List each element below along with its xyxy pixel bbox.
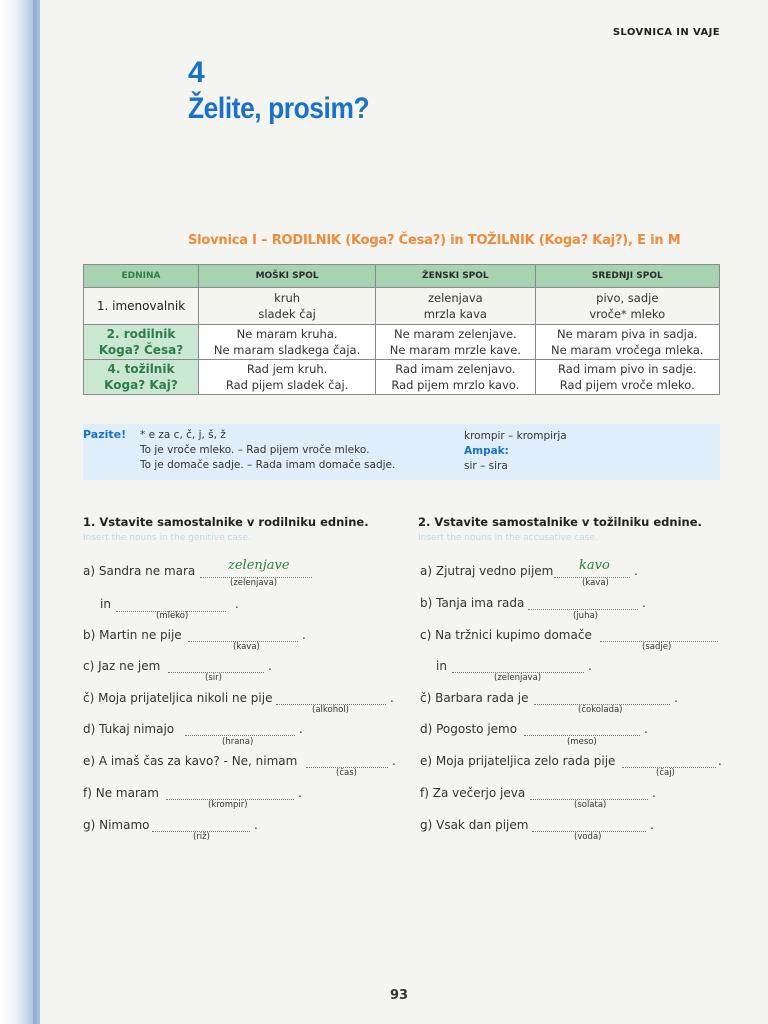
- cell-line: Ne maram zelenjave.: [394, 327, 517, 341]
- exercise-item: a) Zjutraj vedno pijem: [420, 564, 554, 578]
- note-label: Pazite!: [83, 428, 127, 441]
- cell-moski: [199, 360, 376, 395]
- row-label-tozilnik: [84, 360, 199, 395]
- exercise-item: d) Pogosto jemo: [420, 722, 518, 736]
- handwritten-answer: kavo: [579, 558, 610, 573]
- cell-line: Ne maram piva in sadja.: [556, 327, 698, 341]
- period: .: [235, 597, 239, 611]
- chapter-title: Želite, prosim?: [188, 92, 370, 125]
- hint-word: (krompir): [208, 800, 248, 810]
- exercise-2-title: 2. Vstavite samostalnike v tožilniku ednine.: [418, 515, 702, 529]
- exercise-item: f) Za večerjo jeva: [420, 786, 526, 800]
- page-number: 93: [390, 988, 409, 1003]
- col-header-moski: MOŠKI SPOL: [199, 265, 376, 288]
- cell-line: vroče* mleko: [589, 307, 666, 321]
- period: .: [268, 659, 272, 673]
- period: .: [634, 564, 638, 578]
- note-line: To je vroče mleko. – Rad pijem vroče mleko.: [140, 444, 370, 456]
- col-header-srednji: SREDNJI SPOL: [535, 265, 719, 288]
- period: .: [644, 722, 648, 736]
- exercise-item: b) Martin ne pije: [83, 628, 182, 642]
- row-label-line: 4. tožilnik: [107, 362, 175, 376]
- col-header-zenski: ŽENSKI SPOL: [376, 265, 535, 288]
- cell-srednji: [535, 288, 719, 325]
- exercise-item: č) Moja prijateljica nikoli ne pije: [83, 691, 273, 705]
- hint-word: (kava): [582, 578, 609, 588]
- cell-moski: [199, 288, 376, 325]
- exercise-item: c) Na tržnici kupimo domače: [420, 628, 592, 642]
- cell-line: mrzla kava: [423, 307, 487, 321]
- exercise-item: e) A imaš čas za kavo? - Ne, nimam: [83, 754, 298, 768]
- hint-word: (solata): [574, 800, 607, 810]
- cell-line: Rad imam pivo in sadje.: [558, 362, 697, 376]
- cell-line: Ne maram vročega mleka.: [550, 343, 704, 357]
- period: .: [254, 818, 258, 832]
- row-label-line: Koga? Kaj?: [104, 378, 178, 392]
- hint-word: (riž): [193, 832, 210, 842]
- cell-line: Rad pijem vroče mleko.: [559, 378, 695, 392]
- col-header-ednina: EDNINA: [84, 265, 199, 288]
- cell-zenski: [376, 325, 535, 360]
- period: .: [718, 754, 722, 768]
- hint-word: (alkohol): [312, 705, 349, 715]
- cell-line: sladek čaj: [258, 307, 316, 321]
- table-row: [84, 288, 720, 325]
- cell-line: pivo, sadje: [596, 291, 659, 305]
- exercise-item: c) Jaz ne jem: [83, 659, 161, 673]
- cell-moski: [199, 325, 376, 360]
- period: .: [588, 659, 592, 673]
- exercise-item: in: [100, 597, 111, 611]
- cell-line: Rad jem kruh.: [246, 362, 328, 376]
- period: .: [390, 691, 394, 705]
- hint-word: (sadje): [642, 642, 672, 652]
- period: .: [652, 786, 656, 800]
- exercise-item: in: [436, 659, 447, 673]
- answer-blank[interactable]: [185, 734, 295, 736]
- section-title: Slovnica I – RODILNIK (Koga? Česa?) in TOŽILNIK (Koga? Kaj?), E in M: [188, 233, 681, 248]
- cell-line: Ne maram sladkega čaja.: [213, 343, 361, 357]
- hint-word: (zelenjava): [494, 673, 542, 683]
- row-label-line: 2. rodilnik: [106, 327, 176, 341]
- note-line: To je domače sadje. – Rada imam domače sadje.: [140, 459, 396, 471]
- period: .: [650, 818, 654, 832]
- exercise-2-subtitle: Insert the nouns in the accusative case.: [418, 533, 598, 543]
- cell-line: zelenjava: [427, 291, 483, 305]
- note-line: * e za c, č, j, š, ž: [140, 429, 226, 441]
- hint-word: (voda): [574, 832, 602, 842]
- exercise-item: e) Moja prijateljica zelo rada pije: [420, 754, 616, 768]
- row-label-line: 1. imenovalnik: [96, 299, 186, 313]
- exercise-item: b) Tanja ima rada: [420, 596, 525, 610]
- handwritten-answer: zelenjave: [228, 558, 290, 573]
- note-right-line: sir – sira: [464, 460, 508, 472]
- exercise-item: f) Ne maram: [83, 786, 159, 800]
- table-row: [84, 360, 720, 395]
- hint-word: (sir): [205, 673, 222, 683]
- exercise-item: g) Vsak dan pijem: [420, 818, 529, 832]
- cell-srednji: [535, 360, 719, 395]
- exercise-item: g) Nimamo: [83, 818, 150, 832]
- exercise-item: d) Tukaj nimajo: [83, 722, 175, 736]
- period: .: [642, 596, 646, 610]
- cell-line: Rad pijem sladek čaj.: [225, 378, 349, 392]
- row-label-imenovalnik: [84, 288, 199, 325]
- page-header: SLOVNICA IN VAJE: [612, 27, 720, 38]
- period: .: [299, 722, 303, 736]
- answer-blank[interactable]: [524, 734, 640, 736]
- note-ampak: Ampak:: [464, 445, 509, 457]
- exercise-1-subtitle: Insert the nouns in the genitive case.: [83, 533, 251, 543]
- hint-word: (juha): [573, 611, 598, 621]
- exercise-1-title: 1. Vstavite samostalnike v rodilniku ednine.: [83, 515, 369, 529]
- cell-line: Ne maram mrzle kave.: [389, 343, 521, 357]
- cell-line: Rad imam zelenjavo.: [395, 362, 516, 376]
- hint-word: (meso): [567, 737, 597, 747]
- hint-word: (čaj): [656, 768, 675, 778]
- cell-zenski: [376, 288, 535, 325]
- grammar-table: [83, 264, 720, 395]
- spine-line: [33, 0, 37, 1024]
- hint-word: (čas): [336, 768, 357, 778]
- table-row: [84, 325, 720, 360]
- exercise-item: č) Barbara rada je: [420, 691, 529, 705]
- exercise-item: a) Sandra ne mara: [83, 564, 196, 578]
- period: .: [298, 786, 302, 800]
- period: .: [302, 628, 306, 642]
- row-label-rodilnik: [84, 325, 199, 360]
- hint-word: (kava): [233, 642, 260, 652]
- row-label-line: Koga? Česa?: [98, 343, 184, 357]
- hint-word: (hrana): [222, 737, 254, 747]
- cell-line: Ne maram kruha.: [236, 327, 338, 341]
- answer-blank[interactable]: [528, 608, 638, 610]
- chapter-number: 4: [188, 56, 205, 89]
- cell-srednji: [535, 325, 719, 360]
- hint-word: (zelenjava): [230, 578, 278, 588]
- cell-line: Rad pijem mrzlo kavo.: [391, 378, 520, 392]
- cell-zenski: [376, 360, 535, 395]
- period: .: [392, 754, 396, 768]
- hint-word: (čokolada): [578, 705, 623, 715]
- period: .: [674, 691, 678, 705]
- cell-line: kruh: [274, 291, 301, 305]
- hint-word: (mleko): [156, 611, 189, 621]
- note-right-line: krompir – krompirja: [464, 430, 567, 442]
